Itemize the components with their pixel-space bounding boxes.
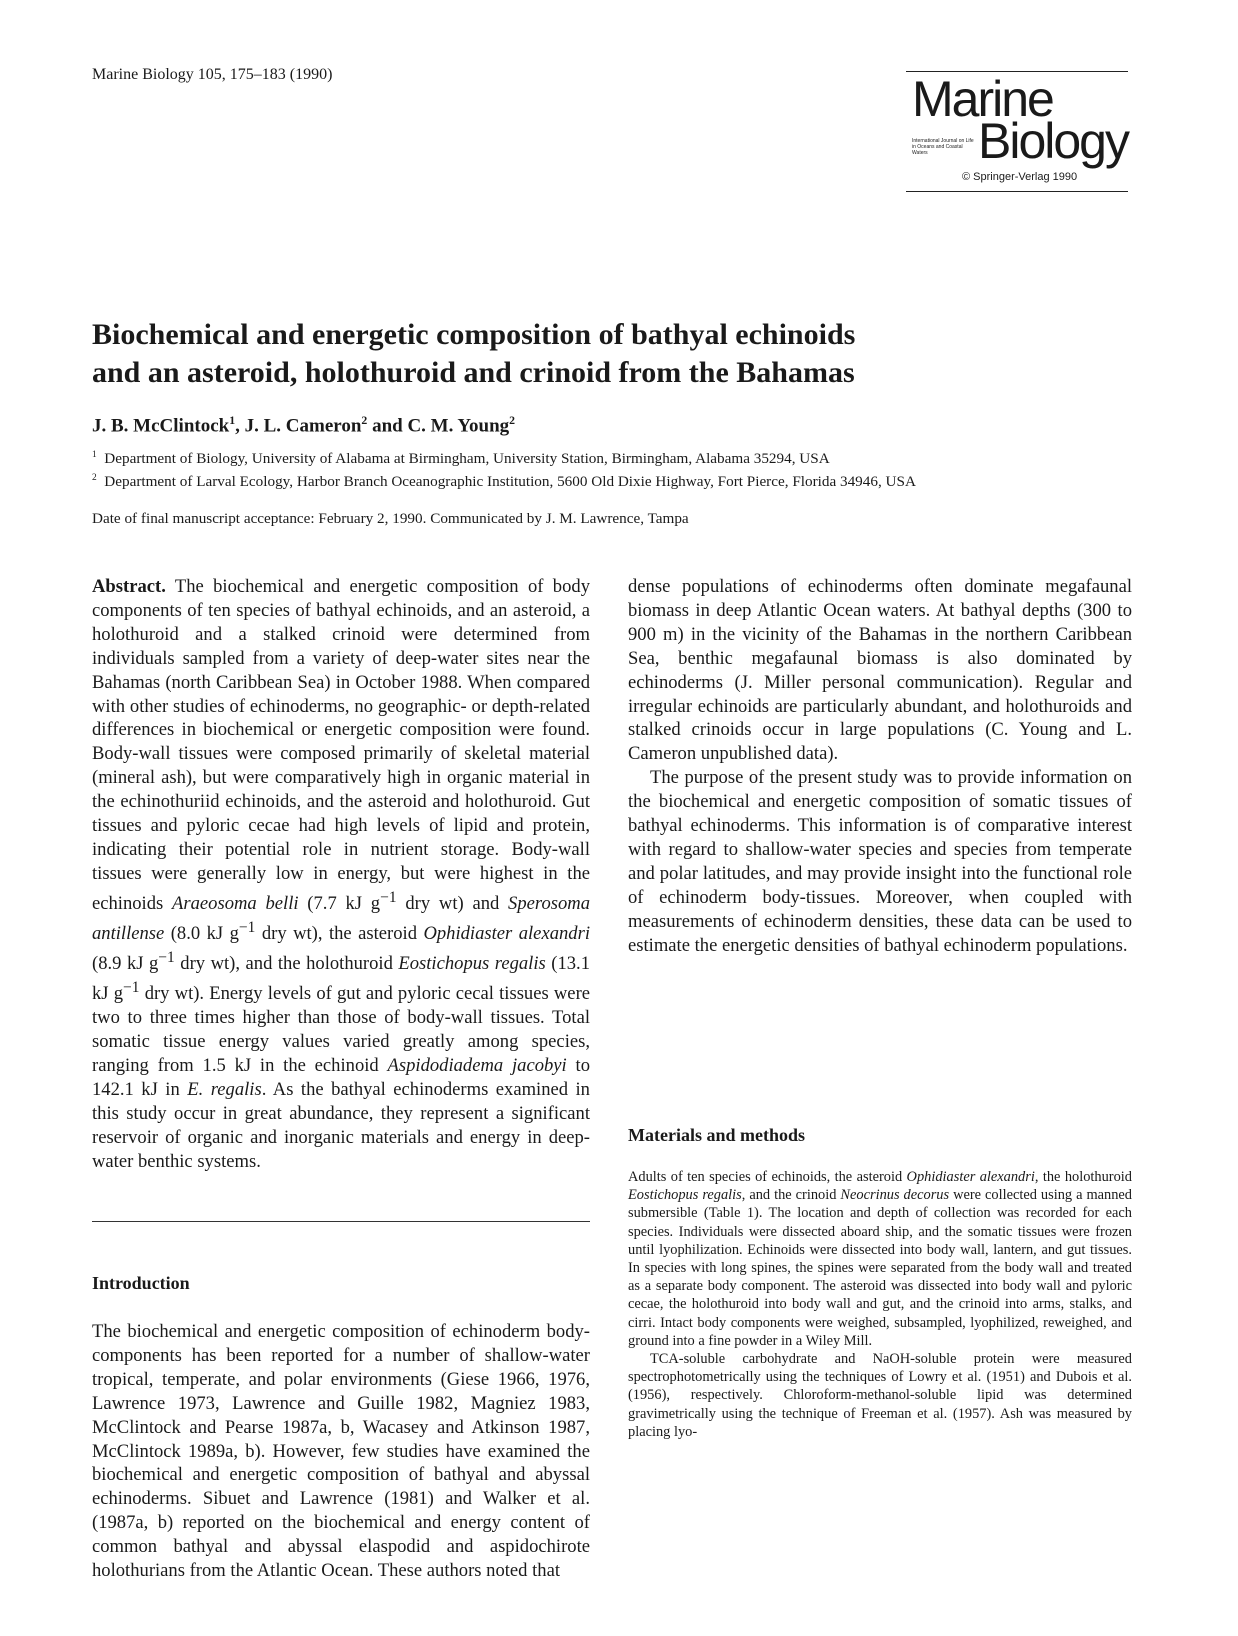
author-affiliation-mark: 2: [509, 414, 516, 427]
author: J. B. McClintock: [92, 415, 230, 437]
affiliation-text: Department of Larval Ecology, Harbor Branch Oceanographic Institution, 5600 Old Dixie Highway, Fort Pierce, Florida 34946, USA: [104, 473, 916, 491]
abstract-text: [92, 575, 590, 1174]
superscript: −1: [380, 888, 397, 906]
journal-logo-tagline: International Journal on Life in Oceans and Coastal Waters: [912, 138, 974, 156]
paragraph: dense populations of echinoderms often dominate megafaunal biomass in deep Atlantic Ocean waters. At bathyal depths (300 to 900 m) in the vicinity of the Bahamas in the northern Caribbean Sea, benthic megafaunal biomass is also dominated by echinoderms (J. Miller personal communication). Regular and irregular echinoids are particularly abundant, and holothuroids and stalked crinoids occur in large populations (C. Young and L. Cameron unpublished data).: [628, 576, 1132, 765]
text-run: (13.1 kJ g: [92, 953, 590, 1005]
species-name: Ophidiaster alexandri: [906, 1169, 1035, 1185]
species-name: Neocrinus decorus: [840, 1187, 950, 1204]
text-run: were collected using a manned submersible (Table 1). The location and depth of collection was recorded for each species. Individuals were dissected aboard ship, and the somatic tissues were frozen until lyophilization. Echinoids were dissected into body wall, lantern, and gut tissues. In species with long spines, the spines were separated from the body wall and treated as a separate body component. The asteroid was dissected into body wall and pyloric cecae, the holothuroid into body wall and gut, and the crinoid into arms, stalks, and cirri. Intact body components were weighed, subsampled, lyophilized, reweighed, and ground into a fine powder in a Wiley Mill.: [628, 1187, 1133, 1349]
author-separator: and: [367, 415, 408, 437]
journal-citation: Marine Biology 105, 175–183 (1990): [92, 66, 333, 83]
text-run: , and the crinoid: [741, 1187, 841, 1204]
affiliation-number: 2: [92, 473, 97, 483]
text-run: dry wt). Energy levels of gut and pyloric cecal tissues were two to three times higher than those of body-wall tissues. Total somatic tissue energy values varied greatly among species, ranging from 1.5 kJ in the echinoid: [92, 983, 591, 1076]
author-affiliation-mark: 1: [229, 414, 236, 427]
methods-para-1: [628, 1168, 1132, 1350]
species-name: Eostichopus regalis: [398, 953, 546, 975]
abstract-divider: [92, 1221, 590, 1222]
author: J. L. Cameron: [244, 415, 362, 437]
text-run: dry wt) and: [396, 892, 509, 914]
publisher-copyright: © Springer-Verlag 1990: [962, 171, 1078, 183]
superscript: −1: [123, 979, 140, 997]
species-name: Aspidodiadema jacobyi: [387, 1054, 567, 1076]
text-run: . As the bathyal echinoderms examined in this study occur in great abundance, they represent a significant reservoir of organic and inorganic materials and energy in deep-water benthic systems.: [92, 1078, 590, 1172]
abstract: [92, 575, 590, 1174]
text-run: , the holothuroid: [1034, 1169, 1132, 1185]
affiliation-text: Department of Biology, University of Alabama at Birmingham, University Station, Birmingham, Alabama 35294, USA: [104, 450, 830, 468]
title-line-2: and an asteroid, holothuroid and crinoid from the Bahamas: [92, 356, 855, 389]
abstract-label: Abstract.: [92, 576, 166, 597]
species-name: Ophidiaster alexandri: [423, 923, 590, 945]
affiliation: [92, 450, 830, 468]
manuscript-dates: Date of final manuscript acceptance: February 2, 1990. Communicated by J. M. Lawrence, Tampa: [92, 510, 689, 527]
introduction-para-2: The purpose of the present study was to provide information on the biochemical and energetic composition of somatic tissues of bathyal echinoderms. This information is of comparative interest with regard to shallow-water species and species from temperate and polar latitudes, and may provide insight into the functional role of echinoderm body-tissues. Moreover, when coupled with measurements of echinoderm densities, these data can be used to estimate the energetic densities of bathyal echinoderm populations.: [628, 767, 1132, 956]
text-run: dry wt), and the holothuroid: [174, 953, 399, 975]
journal-logo-marine: Marine: [912, 71, 1053, 127]
author: C. M. Young: [407, 415, 510, 437]
author-list: [92, 414, 515, 437]
species-name: E. regalis: [187, 1078, 262, 1100]
introduction-heading: Introduction: [92, 1273, 190, 1293]
introduction-continued: [628, 575, 1132, 958]
methods-body: [628, 1168, 1132, 1441]
methods-heading: Materials and methods: [628, 1125, 805, 1145]
paragraph: The biochemical and energetic composition of echinoderm body-components has been reported for a number of shallow-water tropical, temperate, and polar environments (Giese 1966, 1976, Lawrence 1973, Lawrence and Guille 1982, Magniez 1983, McClintock and Pearse 1987a, b, Wacasey and Atkinson 1987, McClintock 1989a, b). However, few studies have examined the biochemical and energetic composition of bathyal and abyssal echinoderms. Sibuet and Lawrence (1981) and Walker et al. (1987a, b) reported on the biochemical and energy content of common bathyal and abyssal elaspodid and aspidochirote holothurians from the Atlantic Ocean. These authors noted that: [92, 1321, 590, 1582]
superscript: −1: [158, 948, 175, 966]
methods-para-2: TCA-soluble carbohydrate and NaOH-soluble protein were measured spectrophotometrically using the techniques of Lowry et al. (1951) and Dubois et al. (1956), respectively. Chloroform-methanol-soluble lipid was determined gravimetrically using the technique of Freeman et al. (1957). Ash was measured by placing lyo-: [628, 1351, 1132, 1440]
text-run: The biochemical and energetic composition of body components of ten species of bathyal echinoids, and an asteroid, a holothuroid and a stalked crinoid were determined from individuals sampled from a variety of deep-water sites near the Bahamas (north Caribbean Sea) in October 1988. When compared with other studies of echinoderms, no geographic- or depth-related differences in biochemical or energetic composition were found. Body-wall tissues were composed primarily of skeletal material (mineral ash), but were comparatively high in organic material in the echinothuriid echinoids, and the asteroid and holothuroid. Gut tissues and pyloric cecae had high levels of lipid and protein, indicating their potential role in nutrient storage. Body-wall tissues were generally low in energy, but were highest in the echinoids: [92, 576, 590, 914]
text-run: (7.7 kJ g: [298, 892, 381, 914]
text-run: (8.9 kJ g: [92, 953, 159, 975]
text-run: (8.0 kJ g: [164, 923, 239, 945]
species-name: Eostichopus regalis: [628, 1187, 742, 1204]
article-title: [92, 316, 1142, 392]
logo-rule-bottom: [906, 191, 1128, 192]
species-name: Araeosoma belli: [172, 892, 299, 914]
author-separator: ,: [235, 415, 245, 437]
author-affiliation-mark: 2: [361, 414, 368, 427]
text-run: Adults of ten species of echinoids, the asteroid: [628, 1169, 907, 1185]
text-run: dry wt), the asteroid: [255, 923, 424, 945]
journal-logo-biology: Biology: [978, 113, 1128, 169]
title-line-1: Biochemical and energetic composition of bathyal echinoids: [92, 318, 856, 351]
affiliation: [92, 473, 916, 491]
introduction-para-1-left: [92, 1320, 590, 1583]
species-name: Sperosoma antillense: [92, 892, 590, 945]
superscript: −1: [238, 918, 256, 936]
affiliation-number: 1: [92, 450, 97, 460]
text-run: to 142.1 kJ in: [92, 1054, 590, 1100]
